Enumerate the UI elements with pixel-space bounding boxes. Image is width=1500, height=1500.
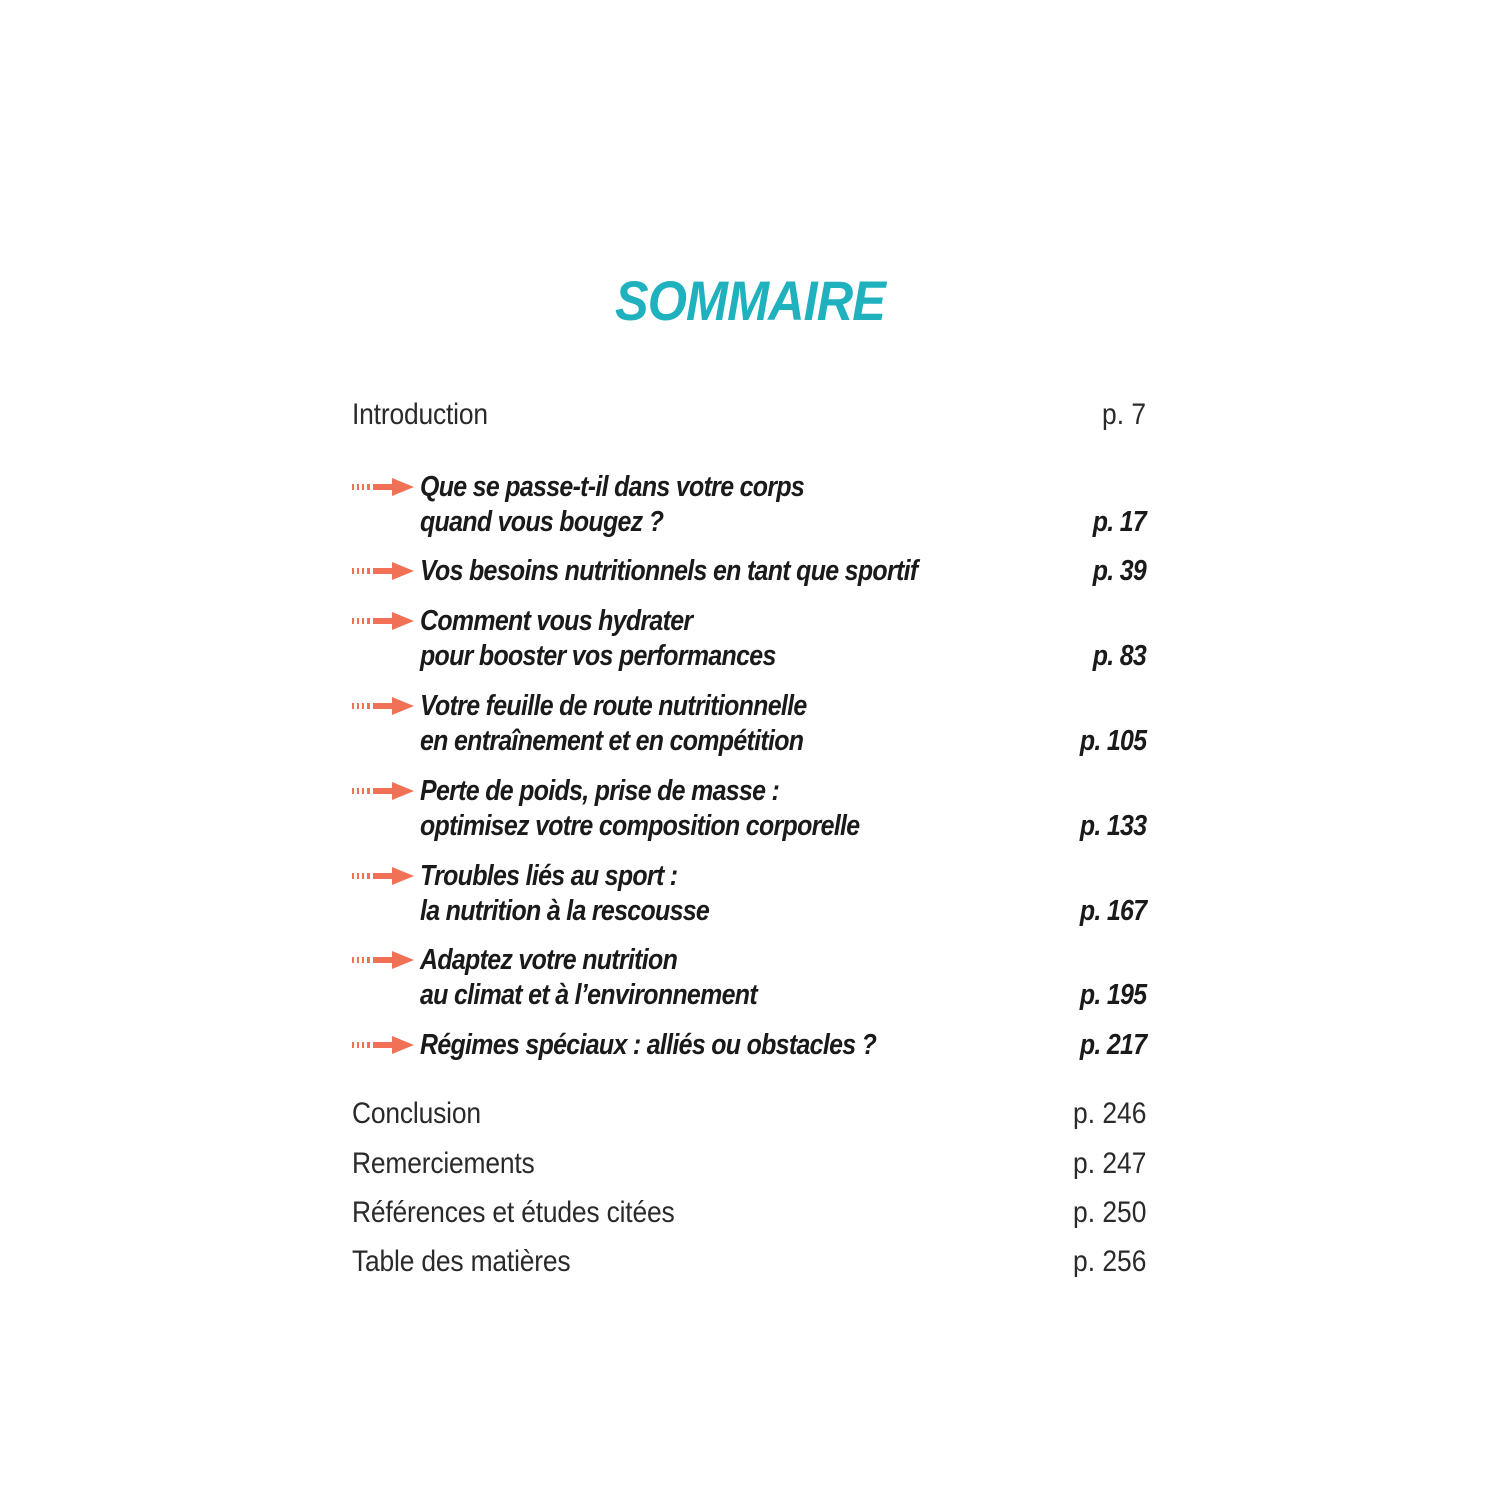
- toc-page: p. 256: [1072, 1245, 1146, 1278]
- arrow-right-icon: [352, 1034, 414, 1056]
- chapter-page: p. 217: [1079, 1029, 1146, 1061]
- chapter-title: Perte de poids, prise de masse : optimisez votre composition corporelle: [420, 775, 860, 842]
- chapter-page: p. 17: [1092, 506, 1146, 538]
- toc-page: p. 247: [1072, 1147, 1146, 1180]
- arrow-right-icon: [352, 560, 414, 582]
- chapter-title: Troubles liés au sport : la nutrition à la rescousse: [420, 860, 710, 927]
- chapter-page: p. 105: [1079, 725, 1146, 757]
- toc-label: Table des matières: [352, 1245, 571, 1278]
- toc-page: p. 250: [1072, 1196, 1146, 1229]
- toc-label: Conclusion: [352, 1097, 481, 1130]
- chapter-page: p. 39: [1092, 555, 1146, 587]
- toc-page: p. 246: [1072, 1097, 1146, 1130]
- arrow-right-icon: [352, 476, 414, 498]
- chapter-title: Vos besoins nutritionnels en tant que sportif: [420, 555, 918, 587]
- toc-page: p. 7: [1101, 398, 1146, 431]
- chapter-title: Adaptez votre nutrition au climat et à l’environnement: [420, 944, 757, 1011]
- arrow-right-icon: [352, 949, 414, 971]
- toc-label: Introduction: [352, 398, 488, 431]
- chapter-page: p. 83: [1092, 640, 1146, 672]
- arrow-right-icon: [352, 865, 414, 887]
- toc-label: Remerciements: [352, 1147, 535, 1180]
- arrow-right-icon: [352, 780, 414, 802]
- toc-label: Références et études citées: [352, 1196, 675, 1229]
- page-title: SOMMAIRE: [615, 269, 885, 332]
- chapter-page: p. 167: [1079, 895, 1146, 927]
- chapter-title: Régimes spéciaux : alliés ou obstacles ?: [420, 1029, 877, 1061]
- chapter-title: Votre feuille de route nutritionnelle en entraînement et en compétition: [420, 690, 807, 757]
- arrow-right-icon: [352, 610, 414, 632]
- chapter-page: p. 133: [1079, 810, 1146, 842]
- arrow-right-icon: [352, 695, 414, 717]
- chapter-title: Que se passe-t-il dans votre corps quand vous bougez ?: [420, 471, 805, 538]
- chapter-title: Comment vous hydrater pour booster vos performances: [420, 605, 776, 672]
- chapter-page: p. 195: [1079, 979, 1146, 1011]
